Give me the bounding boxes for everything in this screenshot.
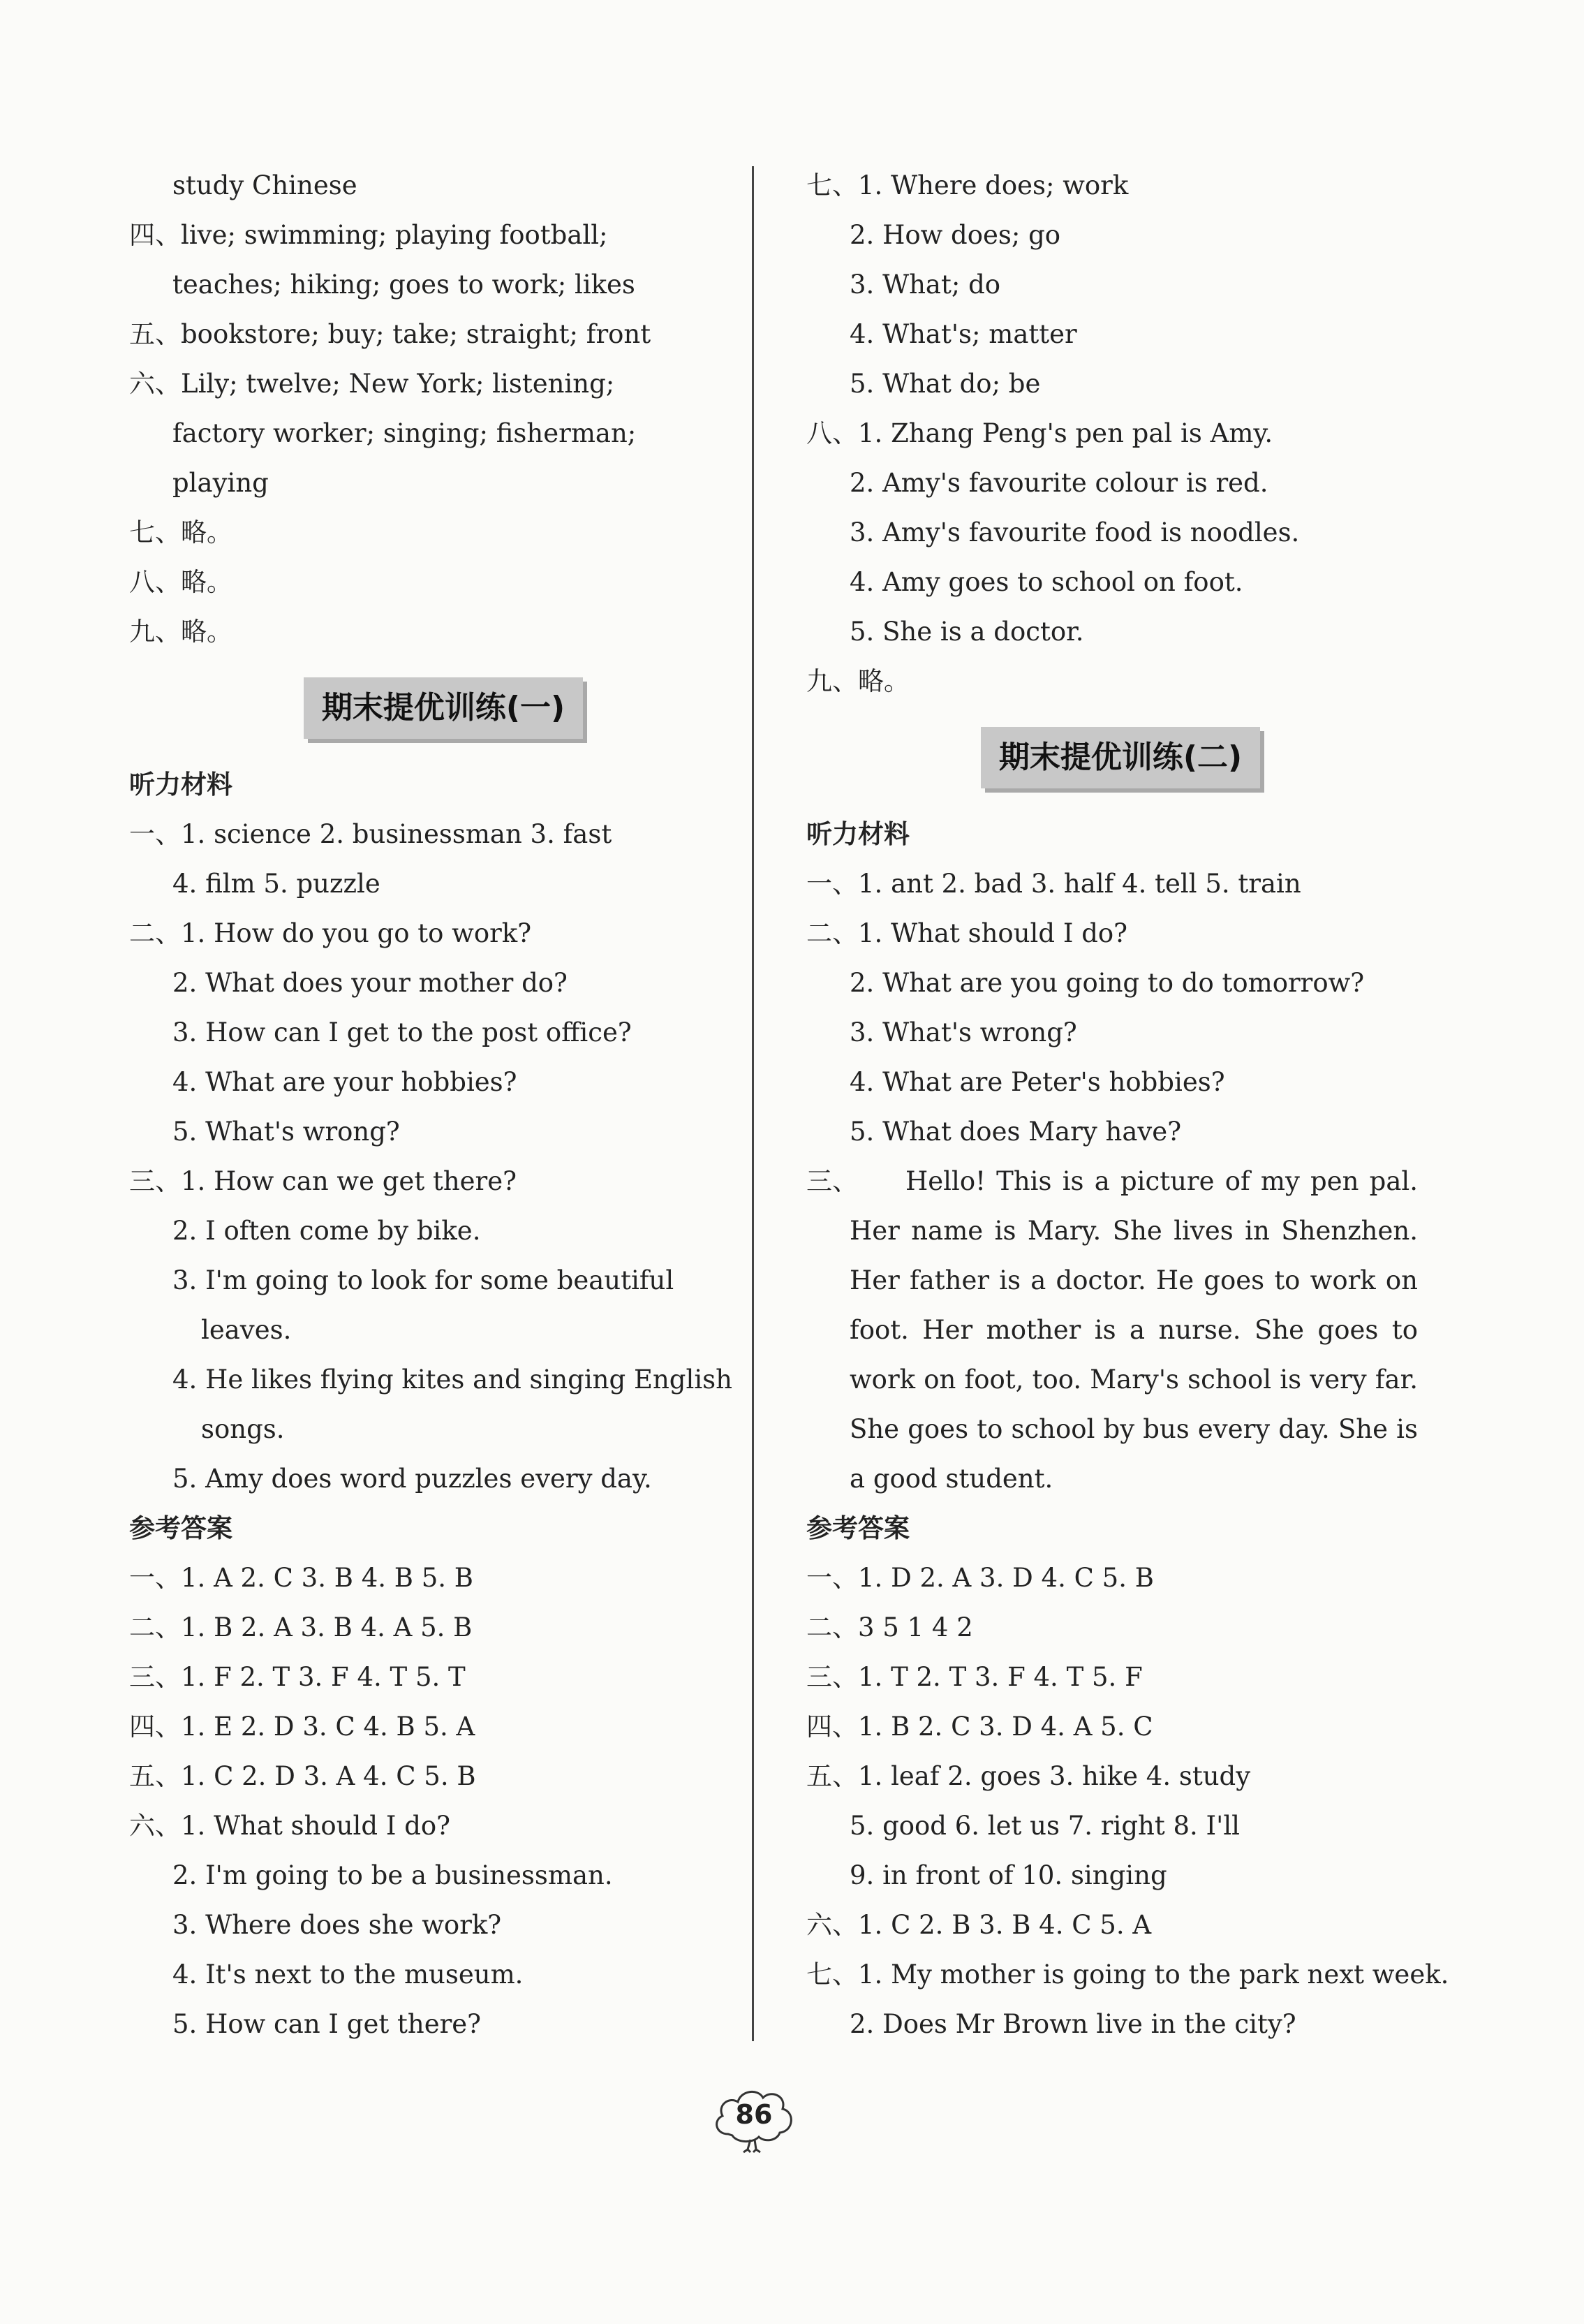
page-number-badge [709, 2080, 799, 2154]
subsection-heading: 参考答案 [806, 1513, 910, 1543]
answer-line: 五、bookstore; buy; take; straight; front [129, 319, 651, 349]
answer-line: 2. Amy's favourite colour is red. [850, 468, 1268, 498]
answer-line: 二、1. What should I do? [806, 918, 1127, 948]
answer-line: 二、1. How do you go to work? [129, 918, 532, 948]
answer-line: 2. Does Mr Brown live in the city? [850, 2009, 1296, 2039]
answer-line: 2. How does; go [850, 220, 1061, 250]
subsection-heading: 听力材料 [806, 819, 910, 849]
answer-line: 2. What does your mother do? [172, 968, 568, 998]
section-title-wrap [806, 706, 1435, 809]
passage-block [806, 1156, 1435, 1503]
answer-line: 九、略。 [806, 666, 910, 696]
answer-line: 七、1. Where does; work [806, 170, 1129, 200]
answer-line: 4. Amy goes to school on foot. [850, 567, 1243, 597]
answer-line: 5. She is a doctor. [850, 617, 1084, 647]
answer-line: 3. Where does she work? [172, 1910, 502, 1940]
answer-line: 四、1. B 2. C 3. D 4. A 5. C [806, 1712, 1153, 1742]
answer-line: 4. It's next to the museum. [172, 1959, 524, 1990]
section-title-wrap [129, 656, 757, 760]
right-column [806, 161, 1449, 2049]
answer-line: 三、1. How can we get there? [129, 1166, 517, 1196]
answer-line: 五、1. C 2. D 3. A 4. C 5. B [129, 1761, 476, 1791]
answer-line: 六、1. C 2. B 3. B 4. C 5. A [806, 1910, 1152, 1940]
answer-line: 5. What does Mary have? [850, 1117, 1182, 1147]
answer-line: 四、live; swimming; playing football; [129, 220, 608, 250]
answer-line: 2. I'm going to be a businessman. [172, 1860, 613, 1890]
answer-line: songs. [201, 1414, 285, 1444]
page-number: 86 [735, 2099, 773, 2130]
answer-line: 一、1. D 2. A 3. D 4. C 5. B [806, 1563, 1154, 1593]
answer-line: 5. Amy does word puzzles every day. [172, 1464, 652, 1494]
answer-line: 9. in front of 10. singing [850, 1860, 1167, 1890]
answer-line: playing [172, 468, 269, 498]
answer-line: 3. Amy's favourite food is noodles. [850, 517, 1300, 547]
answer-line: 八、略。 [129, 567, 232, 597]
answer-line: teaches; hiking; goes to work; likes [172, 270, 635, 300]
answer-line: 4. He likes flying kites and singing English [172, 1365, 732, 1395]
answer-line: 4. What are your hobbies? [172, 1067, 517, 1097]
answer-line: 二、1. B 2. A 3. B 4. A 5. B [129, 1612, 473, 1642]
answer-line: factory worker; singing; fisherman; [172, 418, 637, 448]
answer-line: 九、略。 [129, 617, 232, 647]
answer-line: 2. I often come by bike. [172, 1216, 481, 1246]
answer-line: 3. I'm going to look for some beautiful [172, 1265, 674, 1295]
answer-line: 七、1. My mother is going to the park next week. [806, 1959, 1449, 1990]
answer-line: 4. film 5. puzzle [172, 869, 380, 899]
left-column [129, 161, 757, 2049]
section-title: 期末提优训练(一) [304, 677, 583, 739]
passage-text: Hello! This is a picture of my pen pal. Her name is Mary. She lives in Shenzhen. Her father is a doctor. He goes to work on foot. Her mother is a nurse. She goes to work on foot, too. Mary's school is very far. She goes to school by bus every day. She is a good student. [850, 1166, 1418, 1494]
answer-line: 七、略。 [129, 517, 232, 547]
passage-label: 三、 [806, 1166, 858, 1196]
answer-line: 5. good 6. let us 7. right 8. I'll [850, 1811, 1240, 1841]
section-title: 期末提优训练(二) [981, 727, 1260, 788]
answer-line: 4. What are Peter's hobbies? [850, 1067, 1225, 1097]
answer-line: 3. How can I get to the post office? [172, 1017, 632, 1047]
answer-line: 4. What's; matter [850, 319, 1077, 349]
answer-line: 一、1. ant 2. bad 3. half 4. tell 5. train [806, 869, 1301, 899]
answer-line: 5. How can I get there? [172, 2009, 482, 2039]
answer-line: 四、1. E 2. D 3. C 4. B 5. A [129, 1712, 475, 1742]
answer-line: 3. What's wrong? [850, 1017, 1077, 1047]
subsection-heading: 参考答案 [129, 1513, 232, 1543]
answer-line: leaves. [201, 1315, 292, 1345]
answer-line: 六、1. What should I do? [129, 1811, 450, 1841]
answer-line: 三、1. T 2. T 3. F 4. T 5. F [806, 1662, 1143, 1692]
answer-line: 5. What's wrong? [172, 1117, 400, 1147]
answer-line: study Chinese [172, 170, 357, 200]
answer-line: 一、1. science 2. businessman 3. fast [129, 819, 612, 849]
column-divider [752, 166, 754, 2041]
subsection-heading: 听力材料 [129, 770, 232, 800]
answer-line: 五、1. leaf 2. goes 3. hike 4. study [806, 1761, 1251, 1791]
answer-line: 八、1. Zhang Peng's pen pal is Amy. [806, 418, 1273, 448]
answer-line: 六、Lily; twelve; New York; listening; [129, 369, 615, 399]
answer-line: 3. What; do [850, 270, 1001, 300]
answer-line: 三、1. F 2. T 3. F 4. T 5. T [129, 1662, 466, 1692]
answer-line: 二、3 5 1 4 2 [806, 1612, 973, 1642]
answer-line: 一、1. A 2. C 3. B 4. B 5. B [129, 1563, 473, 1593]
answer-line: 5. What do; be [850, 369, 1041, 399]
answer-line: 2. What are you going to do tomorrow? [850, 968, 1365, 998]
